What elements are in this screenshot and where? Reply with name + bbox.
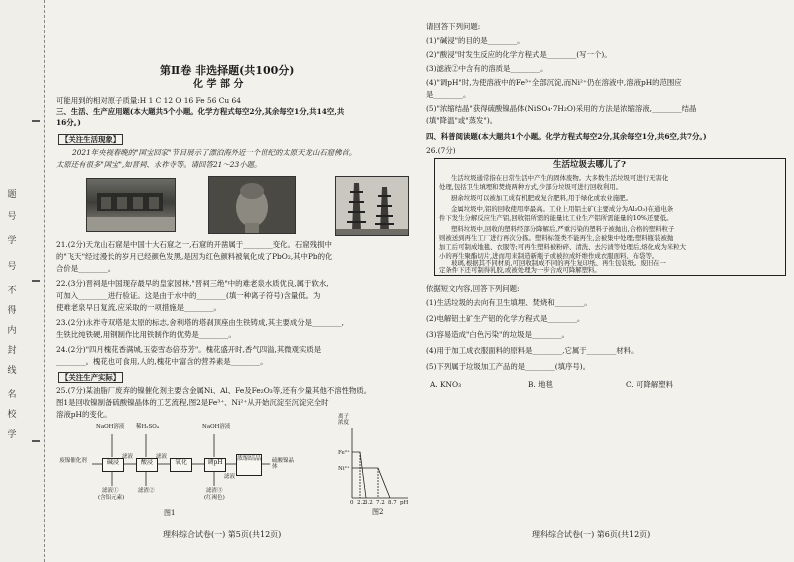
- pagoda-image: [336, 177, 408, 235]
- figure-1-flowchart: [56, 424, 336, 520]
- read-prompt: 依据短文内容,回答下列问题:: [426, 284, 520, 293]
- photo-buddha-head: [208, 176, 296, 234]
- ni-curve: [352, 468, 390, 498]
- q23-text: 23.(2分)永祚寺双塔是太原的标志,舍利塔的塔刹顶座由生铁铸成,其主要成分是________,: [56, 318, 344, 327]
- q22-text: 22.(3分)晋祠是中国现存最早的皇家园林,"晋祠三绝"中的难老泉水质优良,属于软水,: [56, 279, 329, 288]
- q25-5-cont: (填"降温"或"蒸发")。: [426, 116, 498, 125]
- step-oxidize: 氧化: [170, 458, 192, 472]
- binding-margin: [0, 0, 45, 562]
- q26-label: 26.(7分): [426, 146, 456, 155]
- intro-text: 太原还有很多"国宝",如晋祠、永祚寺等。请回答21～23小题。: [56, 160, 262, 169]
- margin-char: 校: [7, 410, 17, 420]
- q23-text: 生铁比纯铁硬,用钢制作比用铁制作的优势是________。: [56, 330, 236, 339]
- q26-1: (1)生活垃圾的去向有卫生填埋、焚烧和________。: [426, 298, 592, 307]
- q25-text: 图1是回收镍制备硫酸镍晶体的工艺流程,图2是Fe³⁺、Ni²⁺从开始沉淀至沉淀完全时: [56, 398, 329, 407]
- passage-line: 生活垃圾通常指在日常生活中产生的固体废物。大多数生活垃圾可进行无害化: [451, 174, 669, 182]
- figure-2-chart: [338, 414, 410, 518]
- x-tick: 8.7: [388, 500, 397, 506]
- passage-line: 则被送到再生工厂进行再次分拣。塑料标签类不能再生,会被集中处理;塑料瓶装被抛: [439, 234, 674, 242]
- figure-2-caption: 图2: [372, 508, 384, 516]
- fold-mark: [32, 440, 40, 442]
- q26-4: (4)用于加工成衣服面料的原料是________,它属于________材料。: [426, 346, 639, 355]
- atomic-mass-line: 可能用到的相对原子质量:H 1 C 12 O 16 Fe 56 Cu 64: [56, 96, 241, 105]
- q22-text: 使难老泉早日复流,应采取的一项措施是________。: [56, 303, 221, 312]
- margin-char: 号: [7, 262, 17, 272]
- q26-5: (5)下列属于垃圾加工产品的是________(填序号)。: [426, 362, 591, 371]
- filtrate-label: 滤液: [122, 454, 134, 460]
- q22-text: 可加入________进行验证。这是由于水中的________(填一种离子符号)含量低。为: [56, 291, 321, 300]
- passage-line: 定条件下还可制得乳胶,或被处理为一步合成可降解塑料。: [439, 266, 601, 274]
- fe-curve: [352, 452, 366, 498]
- y-axis-label: 离子浓度: [338, 414, 350, 426]
- filtrate-label: 滤液: [224, 474, 236, 480]
- step-adjust-ph: 调pH: [204, 458, 226, 472]
- q26-3: (3)容易造成"白色污染"的垃圾是________。: [426, 330, 569, 339]
- ni-ion-label: Ni²⁺: [338, 466, 350, 472]
- reading-passage-box: [434, 158, 786, 276]
- end-product: 硫酸镍晶体: [272, 458, 295, 470]
- residue-3: 滤渣③: [206, 488, 223, 494]
- q25-text: 溶液pH的变化。: [56, 410, 112, 419]
- residue-1: 滤液①: [102, 488, 119, 494]
- q21-text: 21.(2分)天龙山石窟是中国十大石窟之一,石窟的开凿属于________变化。石窟残损中: [56, 240, 332, 249]
- x-tick: 2.2: [357, 500, 366, 506]
- prompt-text: 请回答下列问题:: [426, 22, 481, 31]
- margin-char: 封: [7, 346, 17, 356]
- photo-grotto: [86, 178, 176, 232]
- section-3-heading-cont: 16分。): [56, 118, 81, 127]
- passage-line: 处理,包括卫生填埋和焚烧两种方式,少部分垃圾可进行回收利用。: [439, 183, 622, 191]
- q21-text: 合价是________。: [56, 264, 116, 273]
- q24-text: 24.(2分)"四月槐花香满城,玉姿雪态倍芬芳"。槐花盛开时,香气四溢,其微观实质是: [56, 345, 322, 354]
- section-3-heading: 三、生活、生产应用题(本大题共5个小题。化学方程式每空2分,其余每空1分,共14空,共: [56, 107, 345, 116]
- margin-char: 题: [7, 190, 17, 200]
- margin-char: 学: [7, 430, 17, 440]
- start-material: 废镍催化剂: [59, 458, 87, 464]
- page-6: [420, 0, 790, 562]
- tag-life: 【关注生活现象】: [58, 134, 123, 145]
- section-title: 第Ⅱ卷 非选择题(共100分): [160, 64, 295, 77]
- page-footer: 理科综合试卷(一) 第6页(共12页): [532, 530, 651, 539]
- fold-mark: [32, 280, 40, 282]
- subject-title: 化 学 部 分: [193, 79, 244, 90]
- filtrate-label: 滤液: [156, 454, 168, 460]
- margin-char: 不: [7, 286, 17, 296]
- photo-twin-pagodas: [335, 176, 409, 236]
- naoh2-label: NaOH溶液: [202, 424, 231, 430]
- q24-text: ________。槐花也可食用,人的,槐花中富含的营养素是________。: [56, 357, 268, 366]
- passage-line: 加工后可制成地毯、衣服等;可再生塑料被粉碎、清洗、去污渍等处理后,熔化成为米粒大: [439, 243, 687, 251]
- intro-text: 2021年央视春晚的"国宝回家"节目展示了漂泊海外近一个世纪的太原天龙山石窟佛首。: [72, 148, 357, 157]
- naoh-label: NaOH溶液: [96, 424, 125, 430]
- section-4-heading: 四、科普阅读题(本大题共1个小题。化学方程式每空2分,其余每空1分,共6空,共7分。): [426, 132, 707, 141]
- tag-production: 【关注生产实际】: [58, 372, 123, 383]
- step-alkali-leach: 碱浸: [102, 458, 124, 472]
- passage-line: 厨余垃圾可以被加工成有机肥或复合肥料,用于绿化或农业施肥。: [451, 194, 632, 202]
- x-tick: 3.2: [364, 500, 373, 506]
- page-footer: 理科综合试卷(一) 第5页(共12页): [163, 530, 282, 539]
- margin-char: 内: [7, 326, 17, 336]
- q26-2: (2)电解铝土矿生产铝的化学方程式是________。: [426, 314, 585, 323]
- margin-char: 线: [7, 366, 17, 376]
- margin-char: 名: [7, 390, 17, 400]
- margin-char: 得: [7, 306, 17, 316]
- step-acid-leach: 酸浸: [136, 458, 158, 472]
- page-5: [48, 0, 408, 562]
- step-concentrate: 浓缩结晶: [236, 454, 262, 476]
- q25-text: 25.(7分)某油脂厂废弃的镍催化剂主要含金属Ni、Al、Fe及Fe₂O₃等,还有少量其他不溶性物质。: [56, 386, 372, 395]
- margin-char: 号: [7, 212, 17, 222]
- q25-2: (2)"酸浸"时发生反应的化学方程式是________(写一个)。: [426, 50, 612, 59]
- passage-line: 塑料垃圾中,回收的塑料经部分降解后,严重污染的塑料子被抛出,合格的塑料粒子: [451, 225, 675, 233]
- fold-mark: [32, 120, 40, 122]
- grotto-image: [87, 179, 175, 231]
- option-b: B. 地毯: [528, 380, 553, 389]
- option-a: A. KNO₃: [430, 380, 462, 389]
- passage-line: 玻璃,根据其不同材质,可回收制成不同的再生复印纸、再生包装纸。废旧在一: [451, 259, 666, 267]
- q25-5: (5)"浓缩结晶"获得硫酸镍晶体(NiSO₄·7H₂O)采用的方法是浓缩溶液,________结晶: [426, 104, 697, 113]
- q25-4-cont: 是________。: [426, 90, 471, 99]
- buddha-image: [209, 177, 295, 233]
- option-c: C. 可降解塑料: [626, 380, 674, 389]
- residue-1-note: (含铝元素): [98, 495, 125, 501]
- passage-line: 小的再生聚酯切片,进而用来制造新瓶子或被拉成纤维作成衣服面料、布袋等。: [439, 252, 659, 260]
- margin-char: 学: [7, 236, 17, 246]
- q25-3: (3)滤液②中含有的溶质是________。: [426, 64, 548, 73]
- passage-line: 件下发生分解反应生产铝,回收铝所需的能量比工业生产铝所需能量的10%还要低。: [439, 214, 673, 222]
- x-axis-label: pH: [400, 500, 409, 506]
- q25-1: (1)"碱浸"的目的是________。: [426, 36, 525, 45]
- passage-line: 金属垃圾中,铝的回收使用率最高。工业上用铝土矿(主要成分为Al₂O₃)在通电条: [451, 205, 674, 213]
- q21-text: 的"飞天"经过漫长的岁月已经颜色发黑,是因为红色颜料被氧化成了PbO₂,其中Pb的化: [56, 252, 333, 261]
- h2so4-label: 稀H₂SO₄: [136, 424, 159, 430]
- q25-4: (4)"调pH"时,为使溶液中的Fe³⁺全部沉淀,而Ni²⁺仍在溶液中,溶液pH的范围应: [426, 78, 682, 87]
- flow-arrows: [56, 424, 336, 520]
- x-tick: 7.2: [376, 500, 385, 506]
- x-tick: 0: [350, 500, 354, 506]
- residue-3-note: (红褐色): [204, 495, 225, 501]
- passage-title: 生活垃圾去哪儿了?: [553, 160, 626, 170]
- fe-ion-label: Fe³⁺: [338, 450, 350, 456]
- figure-1-caption: 图1: [164, 509, 176, 517]
- residue-2: 滤渣②: [138, 488, 155, 494]
